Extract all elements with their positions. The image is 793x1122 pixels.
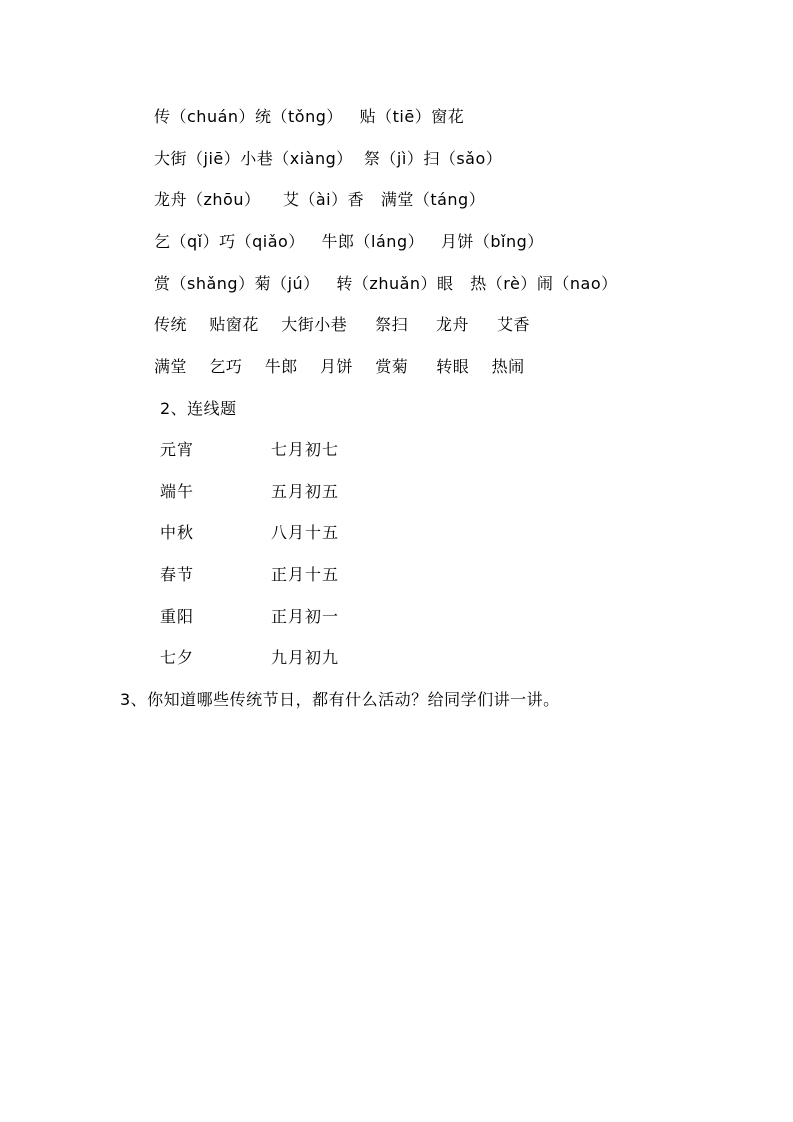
match-row [160, 523, 480, 543]
festival-date: 八月十五 [271, 523, 340, 542]
festival-name: 重阳 [160, 607, 195, 626]
festival-name: 春节 [160, 565, 195, 584]
festival-name: 中秋 [160, 523, 195, 542]
word-list-line-1: 传统 贴窗花 大街小巷 祭扫 龙舟 艾香 [154, 315, 530, 334]
festival-date: 七月初七 [271, 440, 340, 459]
match-row [160, 648, 480, 668]
festival-date: 正月十五 [271, 565, 340, 584]
section-2-title: 2、连线题 [160, 399, 237, 418]
word-list-line-2: 满堂 乞巧 牛郎 月饼 赏菊 转眼 热闹 [154, 357, 525, 376]
festival-name: 七夕 [160, 648, 195, 667]
match-row [160, 565, 480, 585]
pinyin-line-5: 赏（shǎng）菊（jú） 转（zhuǎn）眼 热（rè）闹（nao） [154, 274, 618, 293]
pinyin-line-4: 乞（qǐ）巧（qiǎo） 牛郎（láng） 月饼（bǐng） [154, 232, 544, 251]
pinyin-line-2: 大街（jiē）小巷（xiàng） 祭（jì）扫（sǎo） [154, 149, 503, 168]
section-3-question: 3、你知道哪些传统节日，都有什么活动？给同学们讲一讲。 [120, 690, 560, 709]
festival-date: 九月初九 [271, 648, 340, 667]
match-row [160, 440, 480, 460]
festival-date: 五月初五 [271, 482, 340, 501]
match-row [160, 607, 480, 627]
festival-name: 元宵 [160, 440, 195, 459]
festival-date: 正月初一 [271, 607, 340, 626]
pinyin-line-1: 传（chuán）统（tǒng） 贴（tiē）窗花 [154, 107, 465, 126]
festival-name: 端午 [160, 482, 195, 501]
match-row [160, 482, 480, 502]
pinyin-line-3: 龙舟（zhōu） 艾（ài）香 满堂（táng） [154, 190, 486, 209]
